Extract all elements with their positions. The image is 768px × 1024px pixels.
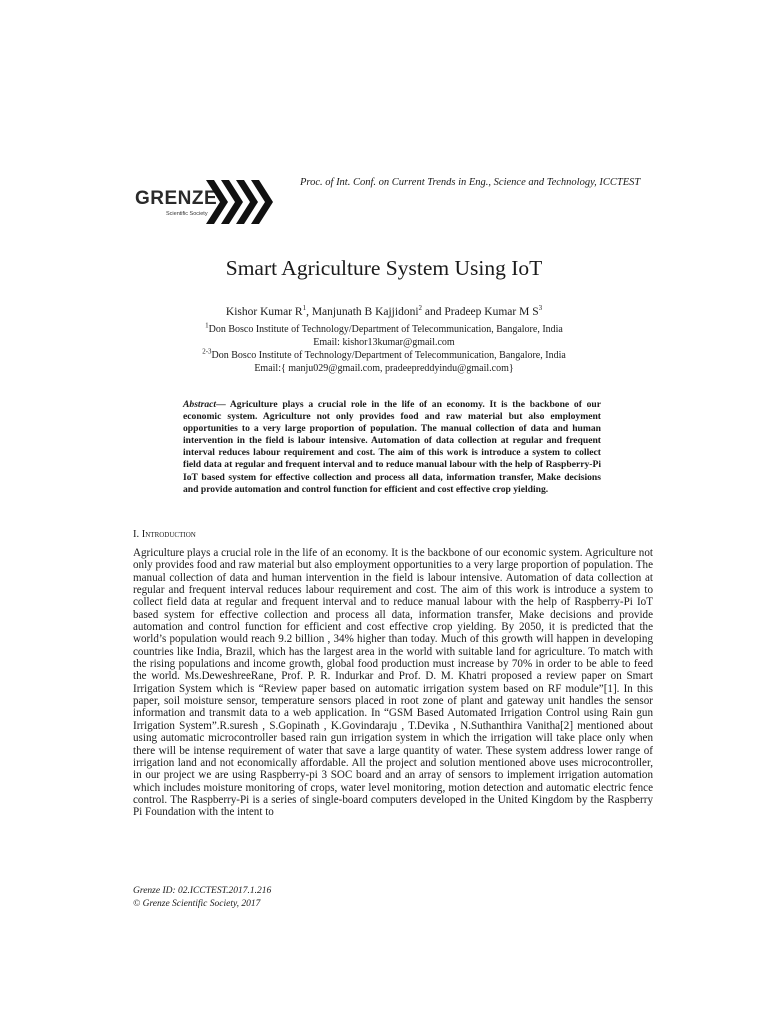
footer <box>133 885 271 910</box>
author-sup: 1 <box>302 304 307 313</box>
affiliation-email: Email:{ manju029@gmail.com, pradeepreddyindu@gmail.com} <box>254 363 514 374</box>
author-separator: and <box>422 306 445 318</box>
grenze-logo <box>132 176 282 232</box>
author-sup: 3 <box>538 304 543 313</box>
chevrons-icon <box>204 176 282 228</box>
author-sup: 2 <box>418 304 423 313</box>
section-heading <box>133 529 196 540</box>
author-separator: , <box>306 306 312 318</box>
abstract-text: — Agriculture plays a crucial role in the life of an economy. It is the backbone of our economic system. Agriculture not only provides food and raw material but also employment opportunities to a very large proportion of population. The manual collection of data and human intervention in the field is labour intensive. Automation of data collection at regular and frequent interval reduces labour requirement and cost. The aim of this work is introduce a system to collect field data at regular and frequent interval and to reduce manual labour with the help of Raspberry-Pi IoT based system for effective collection and process all data, information transfer, Make decisions and provide automation and control function for efficient and cost effective crop yielding. <box>183 399 601 495</box>
affiliation-1 <box>0 323 768 349</box>
logo-wordmark: GRENZE <box>135 188 218 209</box>
copyright: © Grenze Scientific Society, 2017 <box>133 898 261 909</box>
introduction-paragraph: Agriculture plays a crucial role in the life of an economy. It is the backbone of our economic system. Agriculture not only provides food and raw material but also employment opportunities to a very large proportion of population. The manual collection of data and human intervention in the field is labour intensive. Automation of data collection at regular and frequent interval reduces labour requirement and cost. The aim of this work is introduce a system to collect field data at regular and frequent interval and to reduce manual labour with the help of Raspberry-Pi IoT based system for effective collection and process all data, information transfer, Make decisions and provide automation and control function for efficient and cost effective crop yielding. By 2050, it is predicted that the world’s population would reach 9.2 billion , 34% higher than today. Much of this growth will happen in developing countries like India, Brazil, which has the largest area in the world with suitable land for agriculture. To match with the rising populations and income growth, global food production must increase by 70% in order to be able to feed the world. Ms.DeweshreeRane, Prof. P. R. Indurkar and Prof. D. M. Khatri proposed a review paper on Smart Irrigation System which is “Review paper based on automatic irrigation system based on RF module”[1]. In this paper, soil moisture sensor, temperature sensors placed in root zone of plant and gateway unit handles the sensor information and transmit data to a web application. In “GSM Based Automated Irrigation Control using Rain gun Irrigation System”.R.suresh , S.Gopinath , K.Govindaraju , T.Devika , N.Suthanthira Vanitha[2] mentioned about using automatic microcontroller based rain gun irrigation system in which the irrigation will take place only when there will be intense requirement of water that save a large quantity of water. These system address lower range of irrigation land and not economically affordable. All the project and solution mentioned above uses microcontroller, in our project we are using Raspberry-pi 3 SOC board and an array of sensors to implement irrigation automation which includes moisture monitoring of crops, water level monitoring, motion detection and automatic electric fence control. The Raspberry-Pi is a series of single-board computers developed in the United Kingdom by the Raspberry Pi Foundation with the intent to <box>133 547 653 819</box>
grenze-id: Grenze ID: 02.ICCTEST.2017.1.216 <box>133 886 272 896</box>
affiliation-text: Don Bosco Institute of Technology/Department of Telecommunication, Bangalore, India <box>208 324 563 335</box>
abstract-label: Abstract <box>183 399 217 410</box>
affiliation-email: Email: kishor13kumar@gmail.com <box>313 337 455 348</box>
section-number: I. <box>133 529 142 540</box>
author-name: Manjunath B Kajjidoni <box>311 306 419 318</box>
author-list <box>0 306 768 318</box>
author-name: Pradeep Kumar M S <box>444 306 539 318</box>
section-title: Introduction <box>141 529 196 540</box>
affiliation-sup: 2-3 <box>202 347 212 356</box>
affiliation-sup: 1 <box>205 321 209 330</box>
affiliation-2 <box>0 349 768 375</box>
paper-title: Smart Agriculture System Using IoT <box>225 256 543 280</box>
affiliation-text: Don Bosco Institute of Technology/Department of Telecommunication, Bangalore, India <box>211 350 566 361</box>
abstract <box>183 399 601 496</box>
author-name: Kishor Kumar R <box>225 306 303 318</box>
proceedings-header: Proc. of Int. Conf. on Current Trends in Eng., Science and Technology, ICCTEST <box>300 177 641 188</box>
logo-subtitle: Scientific Society <box>166 211 208 217</box>
